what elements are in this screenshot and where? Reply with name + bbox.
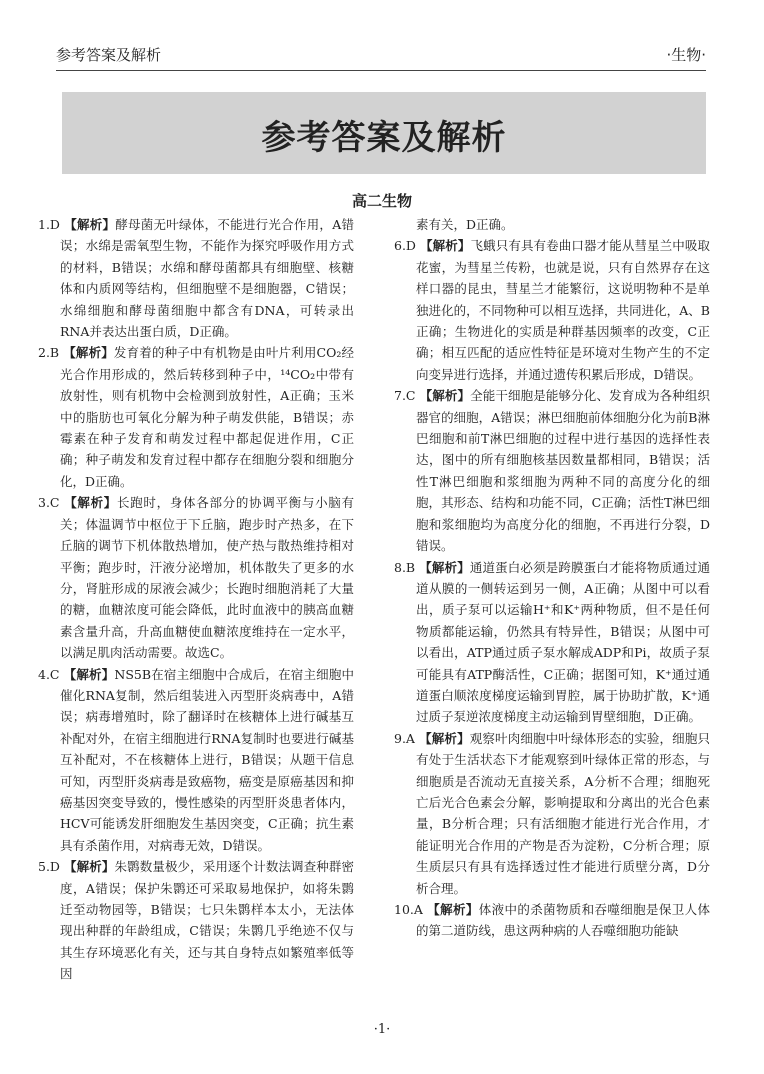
answer-item — [38, 856, 354, 984]
right-column — [394, 214, 710, 942]
answer-number: 9.A — [394, 730, 415, 746]
page-number: ·1· — [373, 1022, 391, 1037]
answer-text: 观察叶肉细胞中叶绿体形态的实验，细胞只有处于生活状态下才能观察到叶绿体正常的形态，与细胞质是否流动无直接关系，A分析不合理；细胞死亡后光合色素会分解，影响提取和分离出的光合色素量，B分析合理；只有活细胞才能进行光合作用，才能证明光合作用的产物是否为淀粉，C分析合理；原生质层只有具有选择透过性才能进行质壁分离，D分析合理。 — [416, 730, 710, 896]
continued-text: 素有关，D正确。 — [416, 217, 514, 232]
answer-number: 3.C — [38, 495, 60, 511]
header-divider — [56, 70, 706, 71]
answer-text: NS5B在宿主细胞中合成后，在宿主细胞中催化RNA复制，然后组装进入丙型肝炎病毒中，A错误；病毒增殖时，除了翻译时在核糖体上进行碱基互补配对外，在宿主细胞进行RNA复制时也要进行碱基互补配对，不在核糖体上进行，B错误；从题干信息可知，丙型肝炎病毒是致癌物，癌变是原癌基因和抑癌基因突变导致的，慢性感染的丙型肝炎患者体内，HCV可能诱发肝细胞发生基因突变，C正确；抗生素具有杀菌作用，对病毒无效，D错误。 — [60, 666, 355, 853]
answer-item — [394, 385, 710, 556]
analysis-tag: 【解析】 — [63, 666, 115, 682]
answer-item — [38, 664, 354, 857]
header-subject: ·生物· — [666, 46, 706, 64]
analysis-tag: 【解析】 — [64, 217, 116, 232]
analysis-tag: 【解析】 — [63, 345, 114, 361]
analysis-tag: 【解析】 — [420, 238, 471, 254]
answer-text: 长跑时，身体各部分的协调平衡与小脑有关；体温调节中枢位于下丘脑，跑步时产热多，在下丘脑的调节下机体散热增加，使产热与散热维持相对平衡；跑步时，汗液分泌增加，机体散失了更多的水分，肾脏形成的尿液会减少；长跑时细胞消耗了大量的糖，血糖浓度可能会降低，此时血液中的胰高血糖素含量升高，升高血糖使血糖浓度维持在一定水平，以满足肌肉活动需要。故选C。 — [60, 495, 354, 661]
page-header — [56, 0, 706, 72]
answer-number: 10.A — [394, 902, 423, 917]
answer-text: 发育着的种子中有机物是由叶片利用CO₂经光合作用形成的，然后转移到种子中，¹⁴CO₂中带有放射性，则有机物中会检测到放射性，A正确；玉米中的脂肪也可氧化分解为种子萌发供能，B错误；赤霉素在种子发育和萌发过程中都起促进作用，C正确；种子萌发和发育过程中都存在细胞分裂和细胞分化，D正确。 — [60, 345, 354, 489]
analysis-tag: 【解析】 — [64, 495, 118, 511]
header-title: 参考答案及解析 — [56, 46, 162, 64]
answer-text: 体液中的杀菌物质和吞噬细胞是保卫人体的第二道防线，患这两种病的人吞噬细胞功能缺 — [416, 902, 710, 939]
answer-item — [394, 899, 710, 942]
answer-number: 5.D — [38, 859, 60, 875]
answer-text: 通道蛋白必须是跨膜蛋白才能将物质通过通道从膜的一侧转运到另一侧，A正确；从图中可以看出，质子泵可以运输H⁺和K⁺两种物质，但不是任何物质都能运输，仍然具有特异性，B错误；从图中可以看出，ATP通过质子泵水解成ADP和Pi，故质子泵可能具有ATP酶活性，C正确；据图可知，K⁺通过通道蛋白顺浓度梯度运输到胃腔，属于协助扩散，K⁺通过质子泵逆浓度梯度主动运输到胃壁细胞，D正确。 — [416, 559, 710, 725]
answer-item — [38, 492, 354, 663]
title-banner — [62, 92, 706, 174]
subject-title: 高二生物 — [351, 192, 412, 210]
answer-text: 全能干细胞是能够分化、发育成为各种组织器官的细胞，A错误；淋巴细胞前体细胞分化为前B淋巴细胞和前T淋巴细胞的过程中进行基因的选择性表达，图中的所有细胞核基因数量都相同，B错误；活性T淋巴细胞和浆细胞为两种不同的高度分化的细胞，其形态、结构和功能不同，C正确；活性T淋巴细胞和浆细胞均为高度分化的细胞，不再进行分裂，D错误。 — [416, 388, 710, 554]
answer-item — [394, 728, 710, 899]
answer-number: 4.C — [38, 666, 60, 682]
analysis-tag: 【解析】 — [427, 902, 479, 917]
answer-number: 8.B — [394, 559, 416, 575]
answer-number: 6.D — [394, 238, 416, 254]
answer-text: 酵母菌无叶绿体，不能进行光合作用，A错误；水绵是需氧型生物，不能作为探究呼吸作用方式的材料，B错误；水绵和酵母菌都具有细胞壁、核糖体和内质网等结构，但细胞壁不是细胞器，C错误；水绵细胞和酵母菌细胞中都含有DNA，可转录出RNA并表达出蛋白质，D正确。 — [60, 217, 354, 340]
answer-text: 飞蛾只有具有卷曲口器才能从彗星兰中吸取花蜜，为彗星兰传粉，也就是说，只有自然界存在这样口器的昆虫，彗星兰才能繁衍，这说明物种不是单独进化的，不同物种可以相互选择，共同进化，A、B正确；生物进化的实质是种群基因频率的改变，C正确；相互匹配的适应性特征是环境对生物产生的不定向变异进行选择，并通过遗传积累后形成，D错误。 — [416, 238, 710, 382]
answer-item — [394, 557, 710, 728]
answer-item — [38, 342, 354, 492]
answer-number: 1.D — [38, 217, 60, 232]
banner-title: 参考答案及解析 — [261, 118, 507, 158]
left-column — [38, 214, 354, 985]
answer-item — [394, 235, 710, 385]
analysis-tag: 【解析】 — [419, 388, 471, 404]
answer-number: 2.B — [38, 345, 60, 361]
answer-item — [38, 214, 354, 342]
analysis-tag: 【解析】 — [419, 730, 470, 746]
answer-number: 7.C — [394, 388, 416, 404]
analysis-tag: 【解析】 — [419, 559, 470, 575]
answer-text: 朱鹮数量极少，采用逐个计数法调查种群密度，A错误；保护朱鹮还可采取易地保护，如将朱鹮迁至动物园等，B错误；七只朱鹮样本太小，无法体现出种群的年龄组成，C错误；朱鹮几乎绝迹不仅与其生存环境恶化有关，还与其自身特点如繁殖率低等因 — [60, 859, 354, 982]
analysis-tag: 【解析】 — [64, 859, 115, 875]
